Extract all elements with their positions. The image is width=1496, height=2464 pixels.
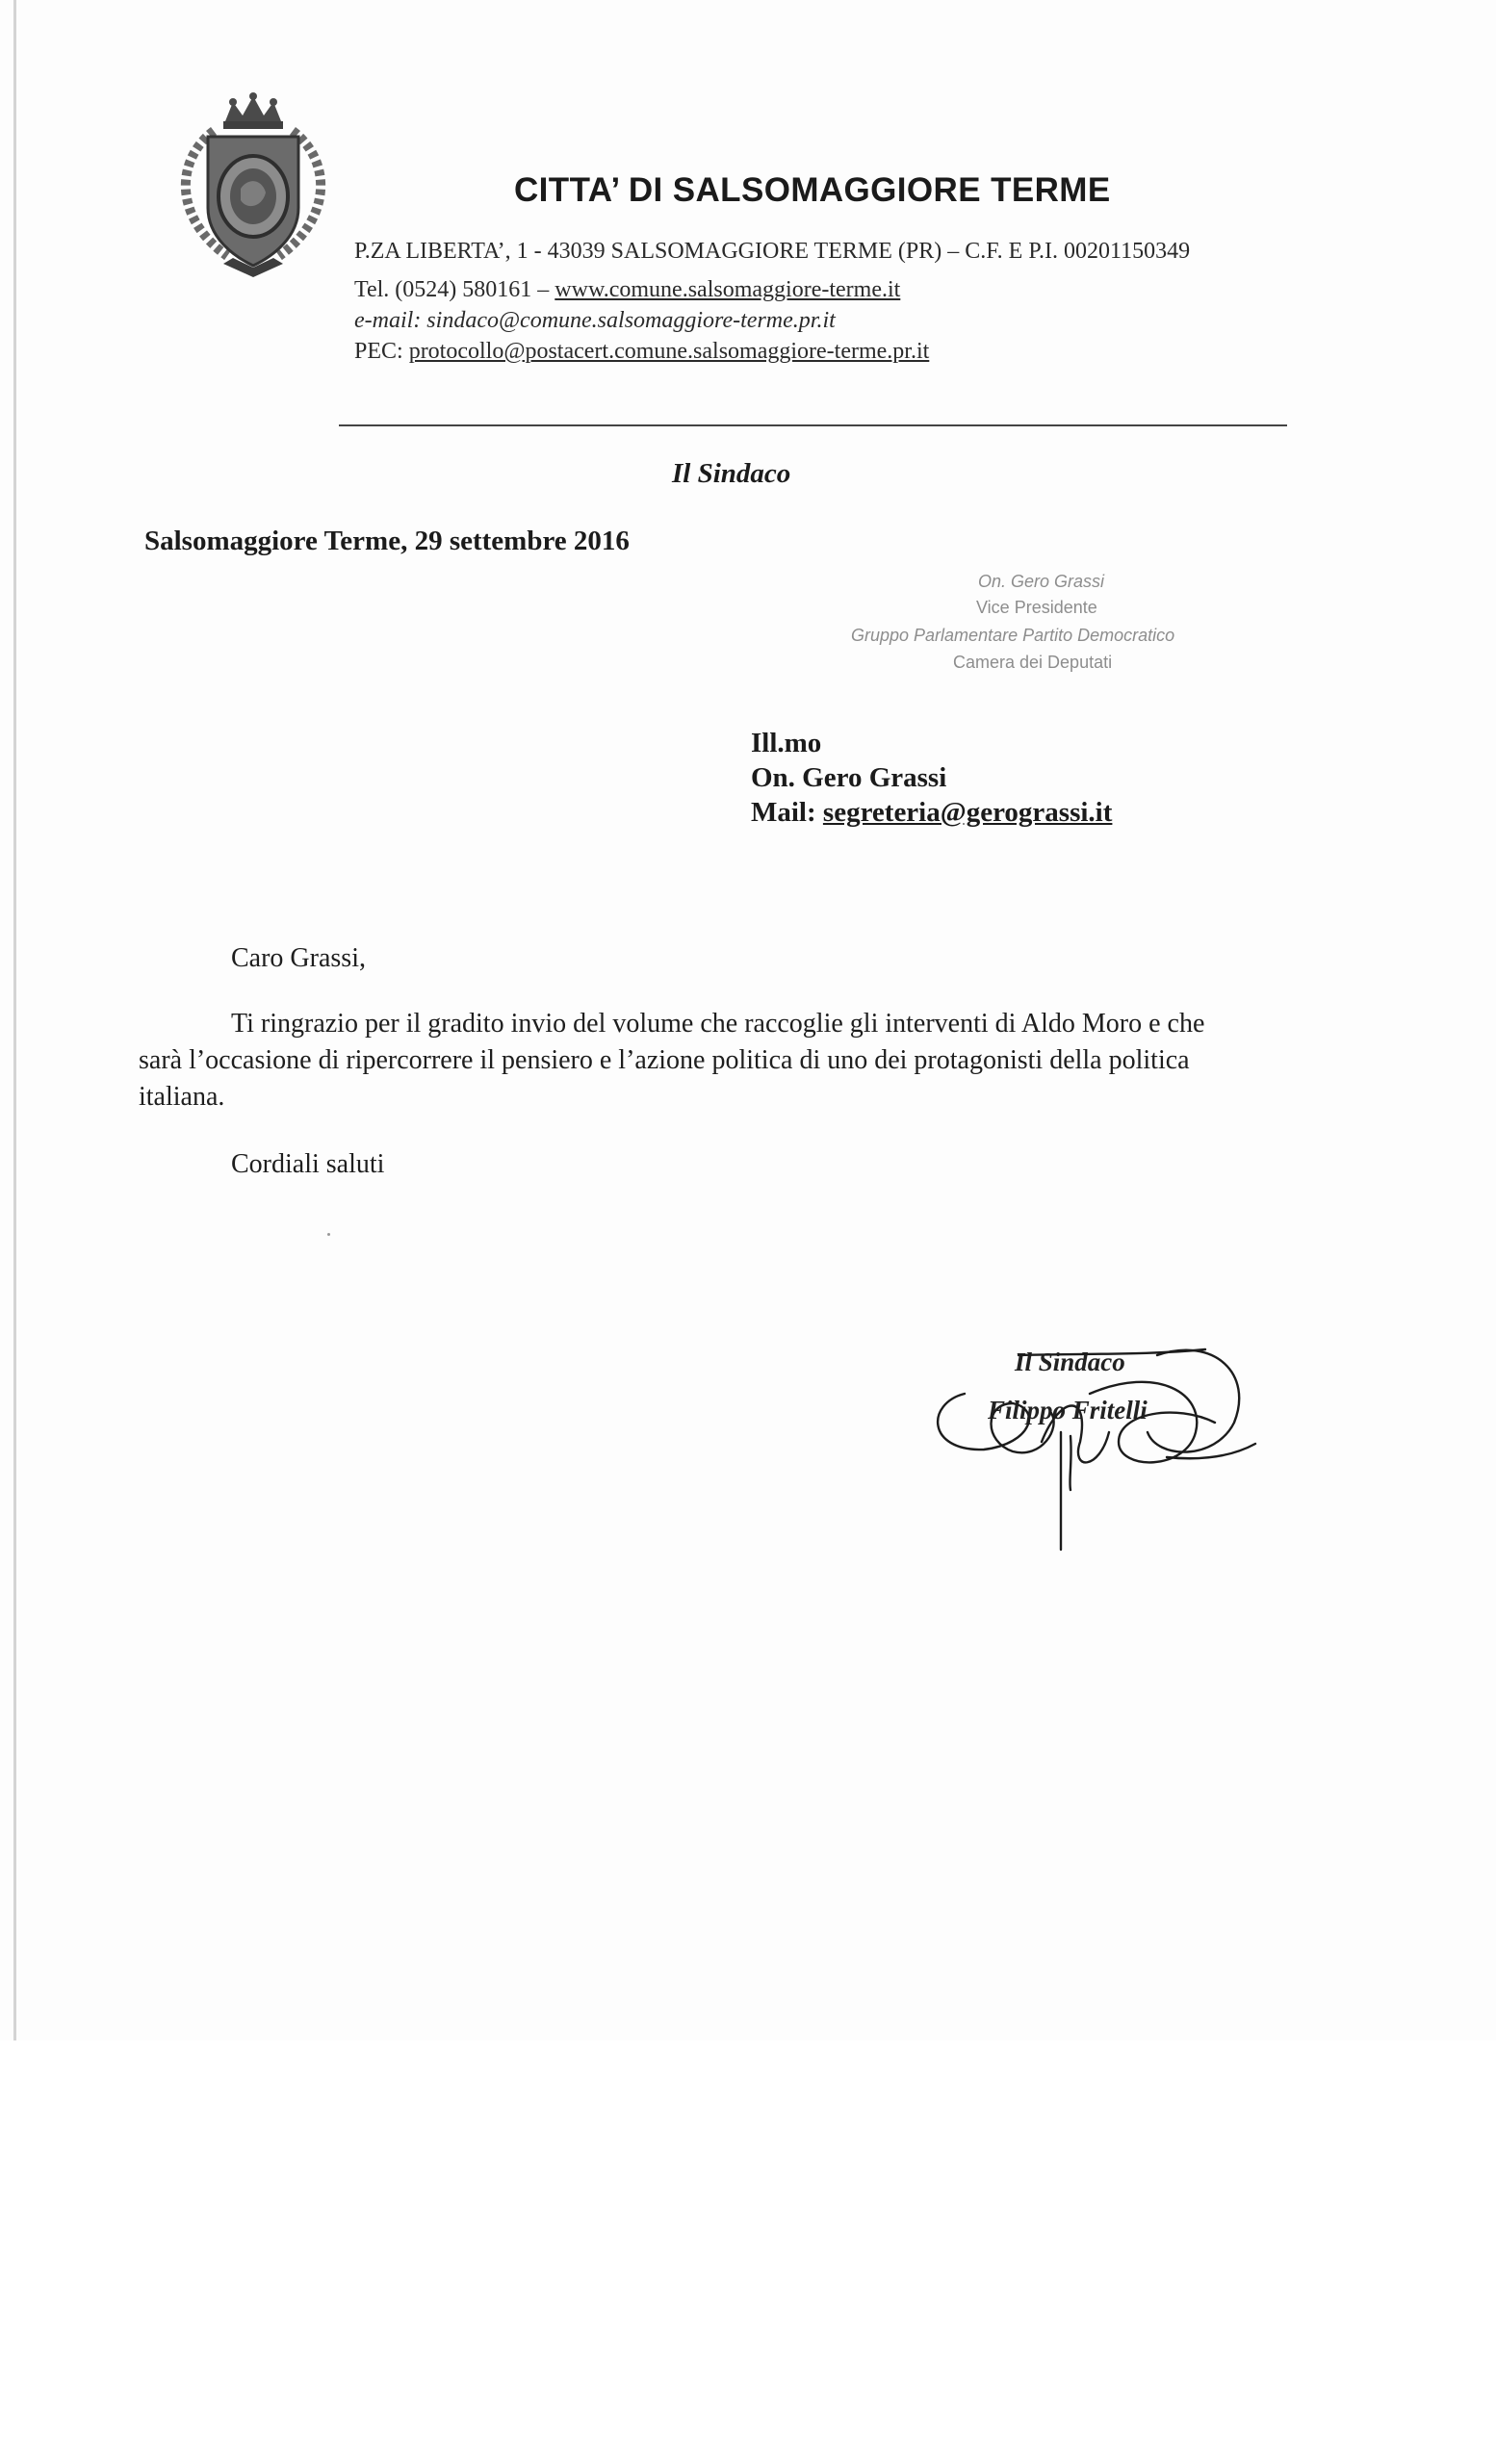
pec-line: [354, 339, 929, 365]
greeting: Caro Grassi,: [231, 943, 366, 973]
website-link[interactable]: www.comune.salsomaggiore-terme.it: [555, 277, 901, 302]
recipient-salutation: Ill.mo: [751, 728, 822, 758]
stamp-line: On. Gero Grassi: [978, 572, 1105, 591]
paragraph-line: italiana.: [139, 1082, 225, 1112]
date-line: Salsomaggiore Terme, 29 settembre 2016: [144, 526, 630, 556]
mail-label: Mail:: [751, 797, 823, 828]
municipal-coat-of-arms-icon: [166, 92, 341, 281]
phone-website-line: [354, 277, 900, 303]
scan-edge: [13, 0, 16, 2040]
stamp-line: Camera dei Deputati: [953, 653, 1113, 672]
header-divider: [339, 424, 1287, 426]
stamp-line: Gruppo Parlamentare Partito Democratico: [851, 626, 1175, 645]
recipient-mail-link[interactable]: segreteria@gerograssi.it: [822, 797, 1113, 828]
stamp-line: Vice Presidente: [976, 598, 1097, 617]
scan-speck: [327, 1233, 330, 1236]
phone-label: Tel. (0524) 580161 –: [354, 277, 555, 302]
pec-label: PEC:: [354, 339, 409, 364]
paragraph-line: Ti ringrazio per il gradito invio del volume che raccoglie gli interventi di Aldo Moro e che: [231, 1009, 1205, 1039]
email-line: e-mail: sindaco@comune.salsomaggiore-terme.pr.it: [354, 308, 836, 333]
recipient-mail: [751, 797, 1112, 829]
signature-name: Filippo Fritelli: [988, 1396, 1148, 1424]
signature: [926, 1336, 1263, 1555]
signature-title: Il Sindaco: [1015, 1348, 1125, 1376]
city-name: CITTA’ DI SALSOMAGGIORE TERME: [514, 171, 1111, 209]
closing: Cordiali saluti: [231, 1149, 385, 1179]
address-line: P.ZA LIBERTA’, 1 - 43039 SALSOMAGGIORE TERME (PR) – C.F. E P.I. 00201150349: [354, 239, 1191, 264]
recipient-name: On. Gero Grassi: [751, 762, 947, 793]
sender-role: Il Sindaco: [672, 458, 791, 489]
pec-link[interactable]: protocollo@postacert.comune.salsomaggiore-terme.pr.it: [408, 339, 930, 364]
paragraph-line: sarà l’occasione di ripercorrere il pensiero e l’azione politica di uno dei protagonisti della politica: [139, 1045, 1190, 1075]
